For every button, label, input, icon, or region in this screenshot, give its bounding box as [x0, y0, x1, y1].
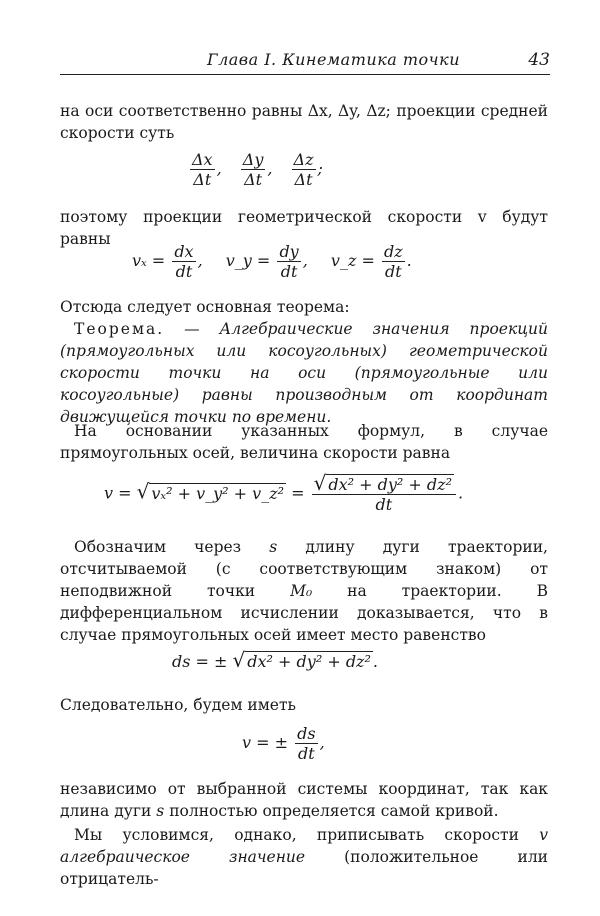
radicand: vₓ² + v_y² + v_z²	[151, 483, 285, 503]
theorem-label: Теорема.	[74, 320, 165, 338]
fraction-denominator: Δt	[193, 170, 212, 189]
text: Мы условимся, однако, приписывать скорости	[74, 826, 519, 844]
fraction-numerator: ds	[297, 724, 316, 743]
fraction-denominator: dt	[280, 262, 298, 281]
period: .	[372, 652, 378, 671]
radical-sign: √	[232, 648, 246, 672]
formula-velocity-projections	[132, 242, 412, 281]
fraction-numerator: dx	[174, 242, 194, 261]
page-number: 43	[528, 50, 550, 70]
radicand: dx² + dy² + dz²	[328, 475, 453, 494]
text: (положительное или отрицатель-	[60, 848, 548, 888]
fraction-denominator: dt	[175, 262, 193, 281]
separator: .	[406, 251, 412, 270]
symbol-v: v	[539, 826, 548, 844]
formula-average-velocity	[188, 150, 323, 189]
paragraph-speed-magnitude: На основании указанных формул, в случае прямоугольных осей, величина скорости равна	[60, 422, 548, 462]
fraction-numerator: dy	[279, 242, 299, 261]
emphasis: алгебраическое значение	[60, 848, 306, 866]
lhs-vz: v_z =	[330, 251, 375, 270]
symbol-m0: M₀	[290, 582, 313, 600]
separator: ;	[317, 159, 323, 178]
fraction-numerator: Δy	[242, 150, 264, 169]
theorem-statement: — Алгебраические значения проекций (прямоугольных или косоугольных) геометрической скорости точки на оси (прямоугольные или косоугольные) равны производным от координат движущейся точки по времени.	[60, 320, 549, 426]
fraction-denominator: dt	[375, 495, 393, 514]
paragraph-independence	[60, 778, 548, 822]
paragraph-consequently: Следовательно, будем иметь	[60, 696, 296, 714]
speed-lhs: v =	[104, 483, 132, 503]
lhs-vy: v_y =	[225, 251, 271, 270]
text: на траектории. В дифференциальном исчислении доказывается, что в случае прямоугольных осей имеет место равенство	[60, 582, 548, 644]
separator: ,	[216, 159, 222, 178]
paragraph-algebraic-value	[60, 824, 548, 890]
chapter-title: Глава I. Кинематика точки	[206, 50, 460, 69]
fraction-numerator: Δz	[293, 150, 314, 169]
paragraph-projections: на оси соответственно равны Δx, Δy, Δz; проекции средней скорости суть	[60, 102, 548, 142]
running-header	[60, 50, 550, 75]
paragraph-arc-length	[60, 536, 548, 646]
theorem	[60, 318, 548, 428]
formula-ds	[172, 648, 378, 672]
fraction-denominator: dt	[298, 744, 315, 763]
ds-lhs: ds = ±	[172, 652, 228, 671]
fraction-denominator: Δt	[244, 170, 263, 189]
comma: ,	[319, 733, 325, 752]
separator: ,	[302, 251, 308, 270]
text: независимо от выбранной системы координат, так как длина дуги	[60, 780, 548, 820]
paragraph-geometric-velocity: поэтому проекции геометрической скорости v будут равны	[60, 208, 548, 248]
symbol-s: s	[269, 538, 278, 556]
radical-sign: √	[136, 479, 150, 504]
text: длину дуги траектории, отсчитываемой (с соответствующим знаком) от неподвижной точки	[60, 538, 548, 600]
v-lhs: v = ±	[242, 733, 289, 752]
formula-speed	[104, 471, 464, 514]
formula-v	[242, 724, 325, 763]
equals-sign: =	[291, 483, 305, 503]
fraction-denominator: dt	[384, 262, 402, 281]
paragraph-theorem-intro: Отсюда следует основная теорема:	[60, 298, 350, 316]
fraction-numerator: Δx	[192, 150, 213, 169]
symbol-s: s	[156, 802, 165, 820]
separator: ,	[267, 159, 273, 178]
text: Обозначим через	[74, 538, 242, 556]
lhs-vx: vₓ =	[132, 251, 166, 270]
radical-sign: √	[313, 471, 327, 495]
text: полностью определяется самой кривой.	[169, 802, 499, 820]
radicand: dx² + dy² + dz²	[247, 652, 371, 671]
fraction-numerator: dz	[383, 242, 403, 261]
separator: ,	[197, 251, 203, 270]
period: .	[458, 483, 464, 503]
fraction-denominator: Δt	[294, 170, 313, 189]
